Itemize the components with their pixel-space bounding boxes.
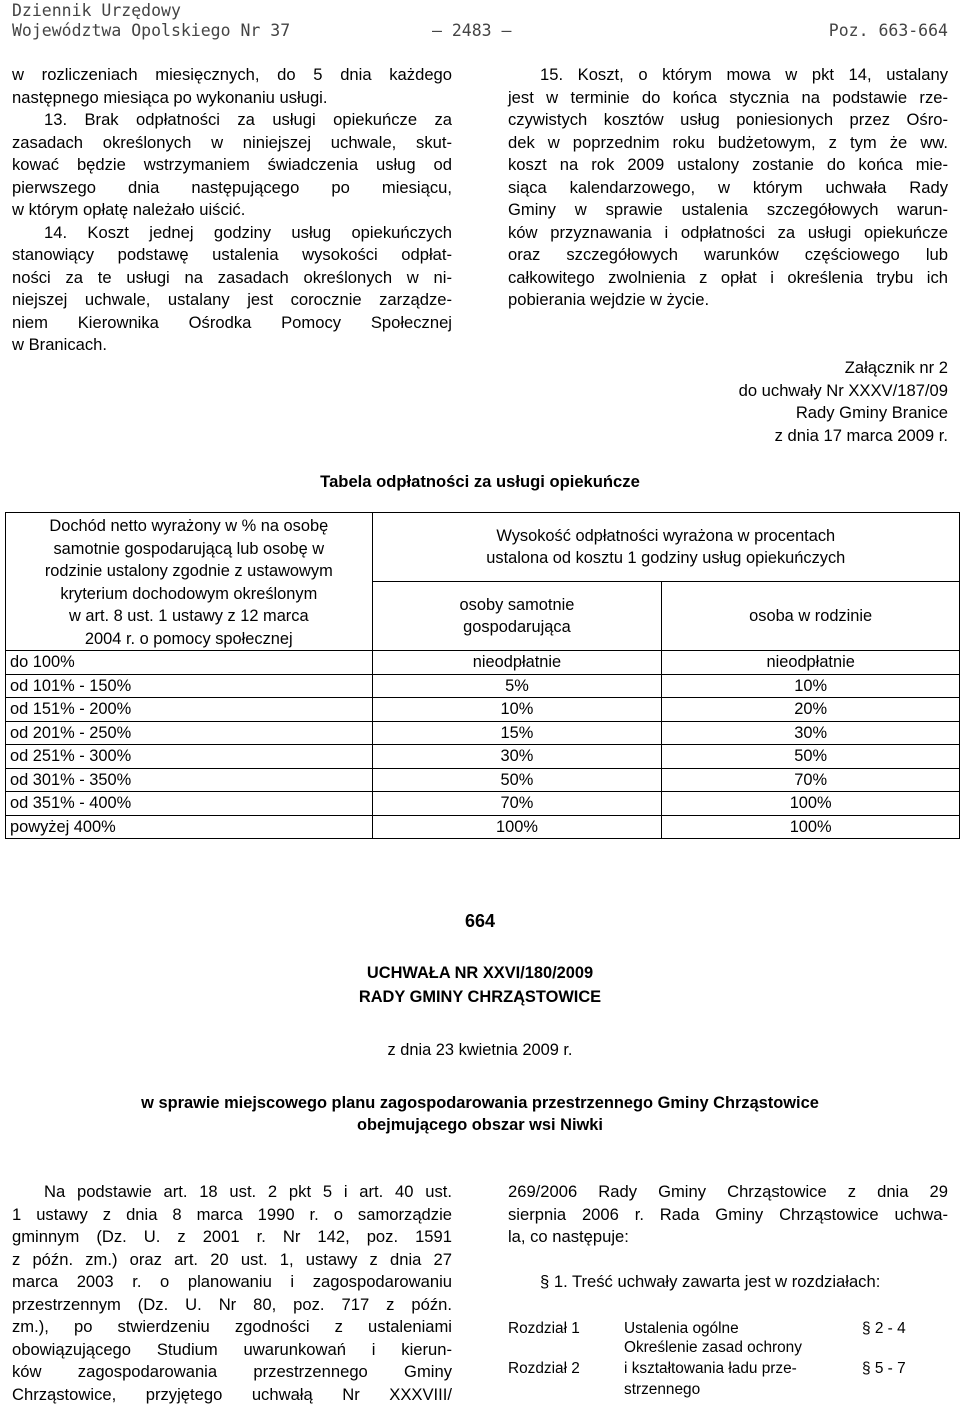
table-header-row	[6, 513, 960, 582]
chapter-label: Rozdział 1	[508, 1320, 580, 1337]
preamble-text	[12, 1181, 452, 1406]
range-cell: powyżej 400%	[6, 815, 373, 839]
text-line: dek w poprzednim roku budżetowym, z tym że ww.	[508, 132, 948, 152]
text-line: kować będzie wstrzymaniem świadczenia usług od	[12, 155, 452, 174]
text-line: 1 ustawy z dnia 8 marca 1990 r. o samorządzie	[12, 1204, 452, 1224]
chapter-title-line: strzennego	[624, 1381, 701, 1398]
text-line: z późn. zm.) oraz art. 20 ust. 1, ustawy z dnia 27	[12, 1249, 452, 1269]
page-number: – 2483 –	[432, 21, 512, 40]
text-line: w którym opłatę należało uiścić.	[12, 200, 246, 219]
header-line: Wysokość odpłatności wyrażona w procentach	[496, 526, 836, 545]
text-line: marca 2003 r. o planowaniu i zagospodarowaniu	[12, 1272, 452, 1291]
single-cell: 70%	[372, 792, 662, 816]
fee-table	[5, 512, 960, 839]
position-reference: Poz. 663-664	[828, 21, 948, 40]
text-line: zm.), po stwierdzeniu zgodności z ustaleniami	[12, 1317, 452, 1336]
text-line: Chrząstowice, przyjętego uchwałą Nr XXXVIII/	[12, 1384, 452, 1404]
chapter-sections: § 5 - 7	[862, 1360, 906, 1377]
text-line: następnego miesiąca po wykonaniu usługi.	[12, 87, 328, 107]
table-row	[6, 721, 960, 745]
text-line: obowiązującego Studium uwarunkowań i kierun-	[12, 1339, 452, 1359]
header-line: rodzinie ustalony zgodnie z ustawowym	[44, 562, 333, 580]
family-cell: 50%	[662, 745, 960, 769]
header-line: w art. 8 ust. 1 ustawy z 12 marca	[69, 607, 309, 625]
range-cell: od 101% - 150%	[6, 674, 373, 698]
chapter-title-line: Określenie zasad ochrony	[624, 1339, 802, 1356]
text-line: 269/2006 Rady Gminy Chrząstowice z dnia 29	[508, 1182, 948, 1201]
table-row	[6, 651, 960, 675]
single-cell: nieodpłatnie	[372, 651, 662, 675]
single-cell: 50%	[372, 768, 662, 792]
right-column-text	[508, 64, 948, 312]
range-cell: od 351% - 400%	[6, 792, 373, 816]
table-row	[6, 698, 960, 722]
single-cell: 15%	[372, 721, 662, 745]
text-line: Na podstawie art. 18 ust. 2 pkt 5 i art. 40 ust.	[44, 1182, 452, 1201]
single-cell: 5%	[372, 674, 662, 698]
resolution-subject-line: w sprawie miejscowego planu zagospodarowania przestrzennego Gminy Chrząstowice	[141, 1094, 819, 1112]
gazette-title: Dziennik Urzędowy	[12, 1, 181, 20]
family-cell: 100%	[662, 815, 960, 839]
text-line: 14. Koszt jednej godziny usług opiekuńczych	[44, 222, 452, 242]
family-cell: 30%	[662, 721, 960, 745]
text-line: 15. Koszt, o którym mowa w pkt 14, ustalany	[540, 65, 948, 84]
resolution-title-line: UCHWAŁA NR XXVI/180/2009	[366, 964, 594, 982]
left-column-text	[12, 64, 452, 357]
header-line: Dochód netto wyrażony w % na osobę	[49, 517, 329, 535]
text-line: w Branicach.	[12, 335, 107, 354]
text-line: jest w terminie do końca stycznia na podstawie rze-	[508, 87, 948, 107]
chapter-title	[624, 1337, 802, 1400]
family-cell: 20%	[662, 698, 960, 722]
table-row	[6, 745, 960, 769]
text-line: niejszej uchwale, ustalany jest corocznie zarządze-	[12, 290, 452, 309]
text-line: ków przyznawania i odpłatności za usługi opiekuńcze	[508, 222, 948, 242]
family-cell: 100%	[662, 792, 960, 816]
text-line: Gminy w sprawie ustalenia szczegółowych warun-	[508, 200, 948, 219]
text-line: pobierania wejdzie w życie.	[508, 290, 710, 309]
chapter-title: Ustalenia ogólne	[624, 1320, 739, 1337]
resolution-subject-line: obejmującego obszar wsi Niwki	[357, 1116, 603, 1134]
table-row	[6, 768, 960, 792]
annex-line: Rady Gminy Branice	[795, 403, 948, 422]
single-cell: 100%	[372, 815, 662, 839]
text-line: całkowitego zwolnienia z opłat i określenia trybu ich	[508, 267, 948, 287]
header-line: 2004 r. o pomocy społecznej	[84, 629, 293, 648]
table-row	[6, 674, 960, 698]
annex-line: z dnia 17 marca 2009 r.	[774, 425, 948, 445]
header-line: ustalona od kosztu 1 godziny usług opiekuńczych	[486, 549, 846, 567]
family-cell: 10%	[662, 674, 960, 698]
income-header-cell	[6, 513, 373, 651]
table-row	[6, 815, 960, 839]
text-line: pierwszego dnia następującego po miesiącu,	[12, 177, 452, 197]
resolution-subject	[0, 1092, 960, 1136]
range-cell: do 100%	[6, 651, 373, 675]
annex-line: do uchwały Nr XXXV/187/09	[738, 380, 948, 400]
text-line: czywistych kosztów usług poniesionych przez Ośro-	[508, 110, 948, 129]
range-cell: od 251% - 300%	[6, 745, 373, 769]
text-line: zasadach określonych w niniejszej uchwale, skut-	[12, 132, 452, 152]
header-line: samotnie gospodarującą lub osobę w	[53, 539, 325, 558]
range-cell: od 201% - 250%	[6, 721, 373, 745]
resolution-title	[0, 961, 960, 1009]
text-line: niem Kierownika Ośrodka Pomocy Społecznej	[12, 312, 452, 332]
table-title: Tabela odpłatności za usługi opiekuńcze	[320, 472, 640, 491]
family-cell: nieodpłatnie	[662, 651, 960, 675]
text-line: koszt na rok 2009 ustalony zostanie do końca mie-	[508, 155, 948, 174]
text-line: stanowiący podstawę ustalenia wysokości odpłat-	[12, 245, 452, 264]
resolution-title-line: RADY GMINY CHRZĄSTOWICE	[358, 988, 602, 1006]
header-line: kryterium dochodowym określonym	[60, 584, 318, 603]
header-line: osoby samotnie	[459, 595, 575, 614]
text-line: gminnym (Dz. U. z 2001 r. Nr 142, poz. 1591	[12, 1227, 452, 1246]
range-cell: od 301% - 350%	[6, 768, 373, 792]
range-cell: od 151% - 200%	[6, 698, 373, 722]
header-line: gospodarująca	[463, 618, 571, 636]
table-row	[6, 792, 960, 816]
text-line: 13. Brak odpłatności za usługi opiekuńcze za	[44, 110, 452, 129]
family-header-cell: osoba w rodzinie	[662, 582, 960, 651]
fee-header-cell	[372, 513, 959, 582]
text-line: siąca kalendarzowego, w którym uchwała Rady	[508, 177, 948, 197]
chapter-label: Rozdział 2	[508, 1360, 580, 1377]
single-cell: 10%	[372, 698, 662, 722]
text-line: ności za te usługi na zasadach określonych w ni-	[12, 267, 452, 287]
text-line: przestrzennym (Dz. U. Nr 80, poz. 717 z późn.	[12, 1294, 452, 1314]
chapter-sections: § 2 - 4	[862, 1320, 906, 1337]
single-cell: 30%	[372, 745, 662, 769]
annex-line: Załącznik nr 2	[844, 358, 948, 377]
resolution-number: 664	[464, 911, 496, 931]
annex-reference	[739, 357, 948, 447]
gazette-subtitle: Województwa Opolskiego Nr 37	[12, 21, 291, 40]
text-line: w rozliczeniach miesięcznych, do 5 dnia każdego	[12, 65, 452, 84]
section-1-text: § 1. Treść uchwały zawarta jest w rozdziałach:	[540, 1272, 881, 1291]
text-line: oraz szczegółowych warunków częściowego lub	[508, 245, 948, 264]
resolution-date: z dnia 23 kwietnia 2009 r.	[387, 1041, 573, 1059]
preamble-continuation	[508, 1181, 948, 1249]
text-line: la, co następuje:	[508, 1227, 629, 1246]
text-line: sierpnia 2006 r. Rada Gminy Chrząstowice uchwa-	[508, 1204, 948, 1224]
text-line: ków zagospodarowania przestrzennego Gminy	[12, 1362, 452, 1381]
single-header-cell	[372, 582, 662, 651]
family-cell: 70%	[662, 768, 960, 792]
chapter-title-line: i kształtowania ładu prze-	[624, 1360, 797, 1377]
